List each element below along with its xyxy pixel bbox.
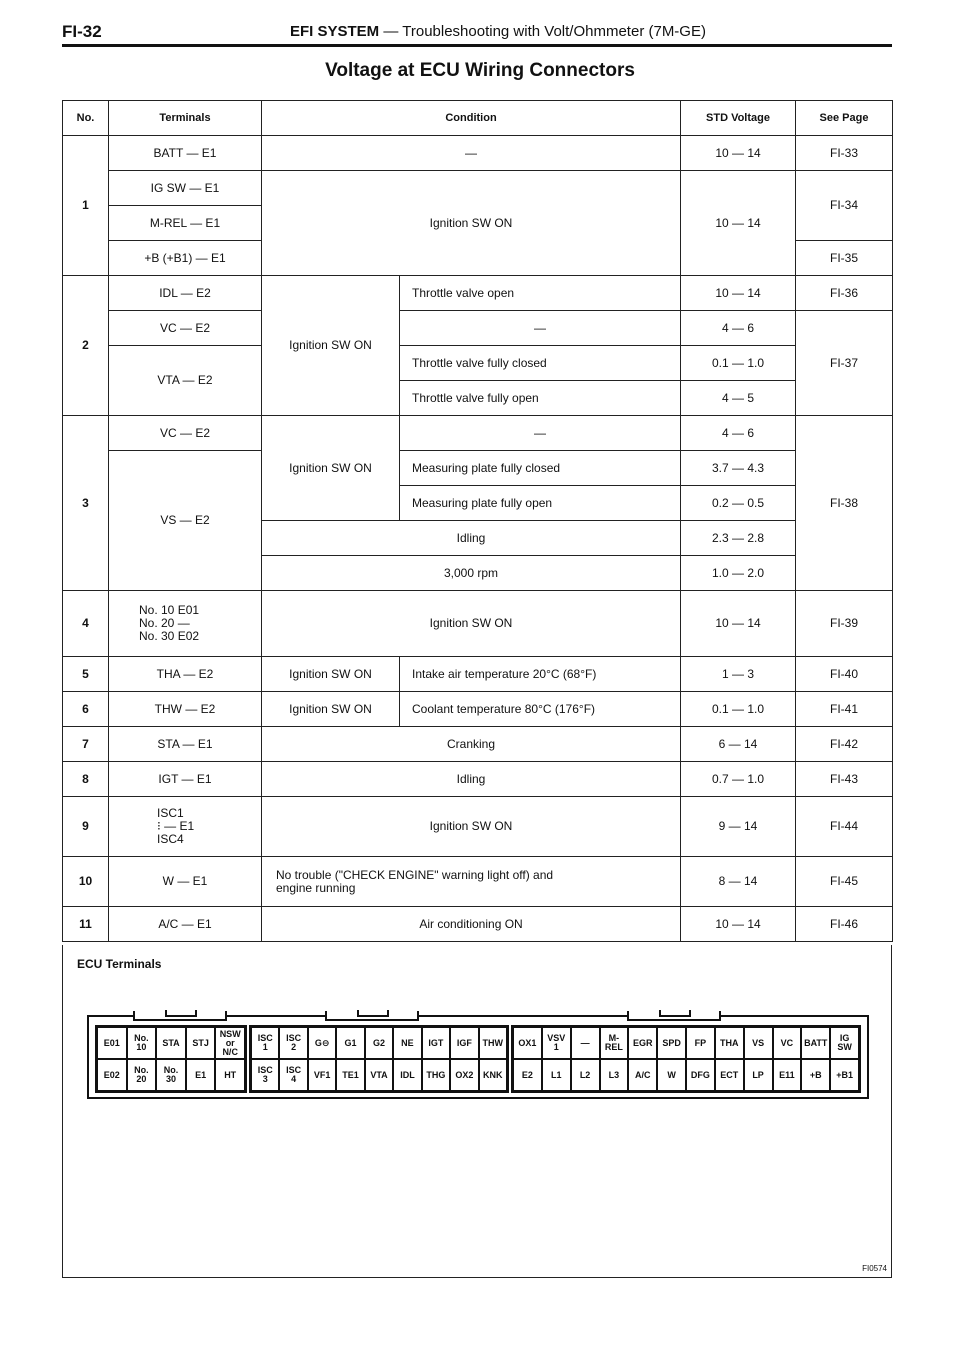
table-header-row bbox=[63, 101, 893, 136]
condition-main-cell: Ignition SW ON bbox=[262, 276, 400, 416]
table-row bbox=[63, 762, 893, 797]
row-no: 5 bbox=[63, 657, 109, 692]
condition-cell: Ignition SW ON bbox=[262, 171, 681, 276]
voltage-cell: 0.1 — 1.0 bbox=[681, 692, 796, 727]
ecu-pin: THA bbox=[715, 1027, 744, 1059]
voltage-cell: 1.0 — 2.0 bbox=[681, 556, 796, 591]
page-cell: FI-35 bbox=[796, 241, 893, 276]
condition-detail-cell: Measuring plate fully closed bbox=[400, 451, 681, 486]
ecu-pin: +B1 bbox=[830, 1059, 859, 1091]
ecu-pin: THG bbox=[422, 1059, 450, 1091]
table-row bbox=[63, 416, 893, 451]
voltage-cell: 4 — 6 bbox=[681, 311, 796, 346]
page-cell: FI-45 bbox=[796, 857, 893, 907]
condition-cell: 3,000 rpm bbox=[262, 556, 681, 591]
condition-detail-cell: Coolant temperature 80°C (176°F) bbox=[400, 692, 681, 727]
terminals-cell: VC — E2 bbox=[109, 311, 262, 346]
table-row bbox=[63, 346, 893, 381]
page-cell: FI-46 bbox=[796, 907, 893, 942]
section-title bbox=[290, 23, 706, 40]
header-rule bbox=[62, 44, 892, 47]
table-row bbox=[63, 797, 893, 857]
page-header bbox=[62, 22, 892, 46]
condition-detail-cell: Throttle valve fully open bbox=[400, 381, 681, 416]
terminals-cell: VC — E2 bbox=[109, 416, 262, 451]
ecu-pin: VS bbox=[744, 1027, 773, 1059]
ecu-pin: LP bbox=[744, 1059, 773, 1091]
page-cell: FI-36 bbox=[796, 276, 893, 311]
header-condition: Condition bbox=[262, 101, 681, 136]
table-row bbox=[63, 857, 893, 907]
ecu-pin: ISC 4 bbox=[279, 1059, 307, 1091]
ecu-pin: EGR bbox=[628, 1027, 657, 1059]
condition-cell: Cranking bbox=[262, 727, 681, 762]
condition-detail-cell: Intake air temperature 20°C (68°F) bbox=[400, 657, 681, 692]
ecu-pin: No. 30 bbox=[156, 1059, 186, 1091]
table-row bbox=[63, 276, 893, 311]
ecu-pin: E11 bbox=[773, 1059, 802, 1091]
row-no: 2 bbox=[63, 276, 109, 416]
voltage-cell: 10 — 14 bbox=[681, 591, 796, 657]
page-title: Voltage at ECU Wiring Connectors bbox=[325, 60, 635, 81]
row-no: 11 bbox=[63, 907, 109, 942]
page-cell: FI-41 bbox=[796, 692, 893, 727]
terminals-cell: No. 10 E01 No. 20 — No. 30 E02 bbox=[109, 591, 262, 657]
condition-detail-cell: Throttle valve open bbox=[400, 276, 681, 311]
page-cell: FI-37 bbox=[796, 311, 893, 416]
condition-cell: — bbox=[262, 136, 681, 171]
table-row bbox=[63, 136, 893, 171]
condition-detail-cell: — bbox=[400, 311, 681, 346]
voltage-cell: 0.2 — 0.5 bbox=[681, 486, 796, 521]
terminals-cell: VS — E2 bbox=[109, 451, 262, 591]
ecu-pin: OX2 bbox=[450, 1059, 478, 1091]
voltage-cell: 8 — 14 bbox=[681, 857, 796, 907]
condition-cell: Ignition SW ON bbox=[262, 591, 681, 657]
voltage-cell: 10 — 14 bbox=[681, 907, 796, 942]
voltage-cell: 10 — 14 bbox=[681, 136, 796, 171]
ecu-pin: KNK bbox=[479, 1059, 507, 1091]
ecu-pin: SPD bbox=[657, 1027, 686, 1059]
voltage-cell: 0.7 — 1.0 bbox=[681, 762, 796, 797]
ecu-pin: IG SW bbox=[830, 1027, 859, 1059]
voltage-cell: 3.7 — 4.3 bbox=[681, 451, 796, 486]
table-row bbox=[63, 657, 893, 692]
voltage-cell: 2.3 — 2.8 bbox=[681, 521, 796, 556]
header-no: No. bbox=[63, 101, 109, 136]
section-subtitle: — Troubleshooting with Volt/Ohmmeter (7M-GE) bbox=[379, 23, 706, 40]
ecu-pin: E1 bbox=[186, 1059, 216, 1091]
condition-cell: Ignition SW ON bbox=[262, 797, 681, 857]
voltage-cell: 6 — 14 bbox=[681, 727, 796, 762]
terminals-cell: IG SW — E1 bbox=[109, 171, 262, 206]
ecu-pin: BATT bbox=[801, 1027, 830, 1059]
ecu-connector-diagram bbox=[87, 1015, 869, 1099]
terminals-cell: VTA — E2 bbox=[109, 346, 262, 416]
ecu-pin: L1 bbox=[542, 1059, 571, 1091]
voltage-cell: 1 — 3 bbox=[681, 657, 796, 692]
ecu-terminals-panel bbox=[62, 945, 892, 1278]
condition-cell: Air conditioning ON bbox=[262, 907, 681, 942]
row-no: 1 bbox=[63, 136, 109, 276]
condition-cell: Idling bbox=[262, 762, 681, 797]
ecu-pin: FP bbox=[686, 1027, 715, 1059]
ecu-pin: ISC 3 bbox=[251, 1059, 279, 1091]
ecu-pin: No. 20 bbox=[127, 1059, 157, 1091]
table-row bbox=[63, 727, 893, 762]
table-row bbox=[63, 692, 893, 727]
ecu-pin: IGF bbox=[450, 1027, 478, 1059]
ecu-pin: DFG bbox=[686, 1059, 715, 1091]
ecu-pin: OX1 bbox=[513, 1027, 542, 1059]
page-cell: FI-39 bbox=[796, 591, 893, 657]
ecu-pin: STA bbox=[156, 1027, 186, 1059]
condition-cell: No trouble ("CHECK ENGINE" warning light off) and engine running bbox=[262, 857, 681, 907]
ecu-pin: A/C bbox=[628, 1059, 657, 1091]
figure-id: FI0574 bbox=[862, 1264, 887, 1273]
ecu-pin: G1 bbox=[336, 1027, 364, 1059]
page-cell: FI-44 bbox=[796, 797, 893, 857]
table-row bbox=[63, 907, 893, 942]
voltage-cell: 4 — 6 bbox=[681, 416, 796, 451]
ecu-pin: VC bbox=[773, 1027, 802, 1059]
voltage-cell: 0.1 — 1.0 bbox=[681, 346, 796, 381]
terminals-cell: IDL — E2 bbox=[109, 276, 262, 311]
terminals-cell: THW — E2 bbox=[109, 692, 262, 727]
connector-block-1 bbox=[95, 1025, 247, 1093]
ecu-pin: VSV 1 bbox=[542, 1027, 571, 1059]
ecu-pin: E02 bbox=[97, 1059, 127, 1091]
ecu-pin: W bbox=[657, 1059, 686, 1091]
terminals-cell: +B (+B1) — E1 bbox=[109, 241, 262, 276]
row-no: 6 bbox=[63, 692, 109, 727]
voltage-cell: 10 — 14 bbox=[681, 171, 796, 276]
voltage-table bbox=[62, 100, 893, 942]
terminals-cell: IGT — E1 bbox=[109, 762, 262, 797]
connector-block-2 bbox=[249, 1025, 509, 1093]
terminals-cell: M-REL — E1 bbox=[109, 206, 262, 241]
condition-main-cell: Ignition SW ON bbox=[262, 657, 400, 692]
page-cell: FI-42 bbox=[796, 727, 893, 762]
terminals-cell: STA — E1 bbox=[109, 727, 262, 762]
terminals-cell: THA — E2 bbox=[109, 657, 262, 692]
ecu-pin: VTA bbox=[365, 1059, 393, 1091]
ecu-pin: IGT bbox=[422, 1027, 450, 1059]
ecu-pin: HT bbox=[215, 1059, 245, 1091]
ecu-pin: G2 bbox=[365, 1027, 393, 1059]
ecu-pin: THW bbox=[479, 1027, 507, 1059]
table-row bbox=[63, 591, 893, 657]
row-no: 10 bbox=[63, 857, 109, 907]
ecu-pin: NSW or N/C bbox=[215, 1027, 245, 1059]
terminals-cell: BATT — E1 bbox=[109, 136, 262, 171]
ecu-pin: ISC 2 bbox=[279, 1027, 307, 1059]
table-row bbox=[63, 171, 893, 206]
page-code: FI-32 bbox=[62, 22, 102, 41]
row-no: 9 bbox=[63, 797, 109, 857]
table-row bbox=[63, 311, 893, 346]
connector-key-3 bbox=[627, 1011, 721, 1021]
terminals-cell: W — E1 bbox=[109, 857, 262, 907]
table-row bbox=[63, 451, 893, 486]
condition-detail-cell: — bbox=[400, 416, 681, 451]
page-cell: FI-34 bbox=[796, 171, 893, 241]
ecu-pin: ISC 1 bbox=[251, 1027, 279, 1059]
ecu-pin: L2 bbox=[571, 1059, 600, 1091]
condition-detail-cell: Measuring plate fully open bbox=[400, 486, 681, 521]
voltage-cell: 4 — 5 bbox=[681, 381, 796, 416]
ecu-pin: L3 bbox=[600, 1059, 629, 1091]
condition-main-cell: Ignition SW ON bbox=[262, 416, 400, 521]
condition-cell: Idling bbox=[262, 521, 681, 556]
ecu-pin: TE1 bbox=[336, 1059, 364, 1091]
header-see-page: See Page bbox=[796, 101, 893, 136]
ecu-pin: G⊖ bbox=[308, 1027, 336, 1059]
ecu-pin: M- REL bbox=[600, 1027, 629, 1059]
header-terminals: Terminals bbox=[109, 101, 262, 136]
ecu-pin: No. 10 bbox=[127, 1027, 157, 1059]
terminals-cell: A/C — E1 bbox=[109, 907, 262, 942]
header-std-voltage: STD Voltage bbox=[681, 101, 796, 136]
ecu-pin: VF1 bbox=[308, 1059, 336, 1091]
ecu-pin: STJ bbox=[186, 1027, 216, 1059]
ecu-pin: E2 bbox=[513, 1059, 542, 1091]
row-no: 8 bbox=[63, 762, 109, 797]
ecu-pin: E01 bbox=[97, 1027, 127, 1059]
ecu-terminals-label: ECU Terminals bbox=[77, 957, 162, 971]
row-no: 4 bbox=[63, 591, 109, 657]
terminals-cell: ISC1 ⁝ — E1 ISC4 bbox=[109, 797, 262, 857]
row-no: 7 bbox=[63, 727, 109, 762]
connector-block-3 bbox=[511, 1025, 861, 1093]
connector-key-1 bbox=[133, 1011, 227, 1021]
ecu-pin: NE bbox=[393, 1027, 421, 1059]
connector-key-2 bbox=[325, 1011, 419, 1021]
ecu-pin: IDL bbox=[393, 1059, 421, 1091]
page-cell: FI-38 bbox=[796, 416, 893, 591]
voltage-cell: 9 — 14 bbox=[681, 797, 796, 857]
condition-detail-cell: Throttle valve fully closed bbox=[400, 346, 681, 381]
ecu-pin: — bbox=[571, 1027, 600, 1059]
page-cell: FI-40 bbox=[796, 657, 893, 692]
section-name: EFI SYSTEM bbox=[290, 23, 380, 40]
ecu-pin: ECT bbox=[715, 1059, 744, 1091]
row-no: 3 bbox=[63, 416, 109, 591]
page-cell: FI-33 bbox=[796, 136, 893, 171]
condition-main-cell: Ignition SW ON bbox=[262, 692, 400, 727]
page-cell: FI-43 bbox=[796, 762, 893, 797]
ecu-pin: +B bbox=[801, 1059, 830, 1091]
voltage-cell: 10 — 14 bbox=[681, 276, 796, 311]
